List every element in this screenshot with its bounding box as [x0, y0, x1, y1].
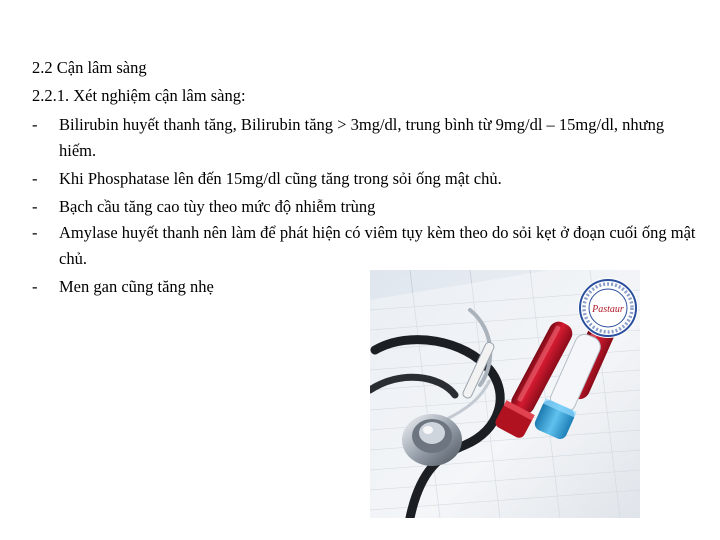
bullet-marker: - — [32, 277, 38, 296]
bullet-text: Khi Phosphatase lên đến 15mg/dl cũng tăng trong sỏi ống mật chủ. — [59, 169, 502, 188]
bullet-text: Men gan cũng tăng nhẹ — [59, 277, 214, 296]
medical-photo — [370, 270, 640, 518]
stethoscope-and-test-tubes-illustration — [370, 270, 640, 518]
bullet-text: Bạch cầu tăng cao tùy theo mức độ nhiễm trùng — [59, 197, 376, 216]
bullet-text: Amylase huyết thanh nên làm để phát hiện có viêm tụy kèm theo do sỏi kẹt ở đoạn cuối ống mật chủ. — [59, 223, 696, 268]
logo-text: Pastaur — [592, 304, 624, 315]
pasteur-clinic-logo — [578, 278, 638, 338]
bullet-text: Bilirubin huyết thanh tăng, Bilirubin tăng > 3mg/dl, trung bình từ 9mg/dl – 15mg/dl, nhưng hiếm. — [59, 115, 665, 160]
bullet-marker: - — [32, 115, 38, 134]
bullet-marker: - — [32, 169, 38, 188]
bullet-marker: - — [32, 223, 38, 242]
bullet-marker: - — [32, 197, 38, 216]
subsection-heading: 2.2.1. Xét nghiệm cận lâm sàng: — [32, 86, 246, 105]
section-heading: 2.2 Cận lâm sàng — [32, 58, 147, 77]
